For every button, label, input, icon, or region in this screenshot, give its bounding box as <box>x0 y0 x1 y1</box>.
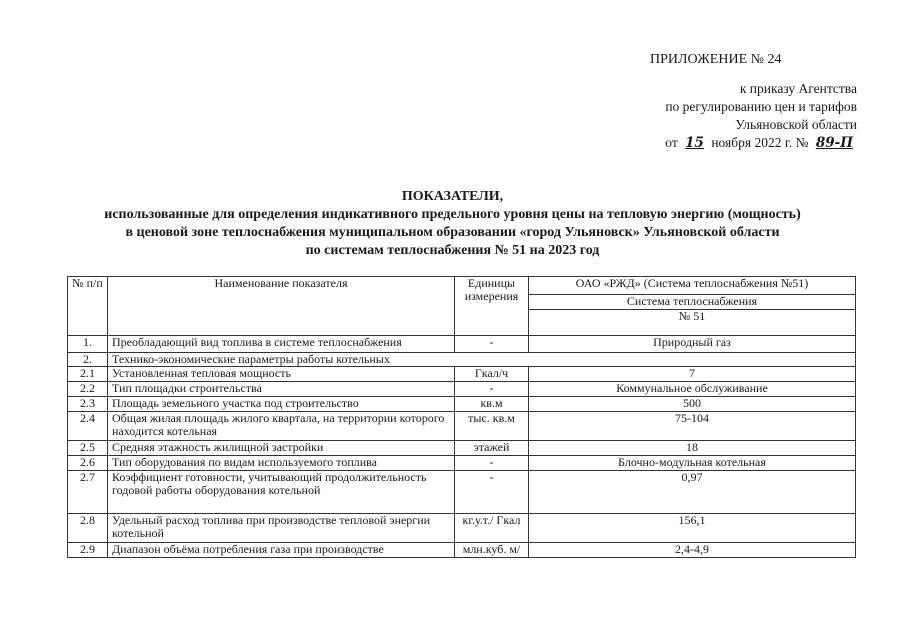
table-row <box>68 382 856 397</box>
title-line-1: ПОКАЗАТЕЛИ, <box>401 189 504 204</box>
row-name: Диапазон объёма потребления газа при производстве <box>108 543 455 558</box>
row-value: 2,4-4,9 <box>529 543 856 558</box>
row-name: Тип площадки строительства <box>108 382 455 397</box>
header-system: Система теплоснабжения <box>529 294 856 309</box>
document-title <box>0 188 905 260</box>
table-row <box>68 353 856 367</box>
row-value: 500 <box>529 397 856 412</box>
order-date-mid: ноября 2022 г. № <box>711 135 809 150</box>
header-unit: Единицы измерения <box>455 277 529 336</box>
table-row <box>68 471 856 514</box>
table-row <box>68 456 856 471</box>
row-name: Общая жилая площадь жилого квартала, на территории которого находится котельная <box>108 412 455 441</box>
order-day-handwritten: 15 <box>685 135 704 151</box>
row-unit: кв.м <box>455 397 529 412</box>
row-unit: млн.куб. м/ <box>455 543 529 558</box>
row-value: 7 <box>529 367 856 382</box>
order-line-1: к приказу Агентства <box>739 81 857 96</box>
order-reference <box>665 80 857 152</box>
title-line-4: по системам теплоснабжения № 51 на 2023 год <box>305 243 600 258</box>
table-row <box>68 441 856 456</box>
row-name: Площадь земельного участка под строительство <box>108 397 455 412</box>
table-row <box>68 336 856 353</box>
row-value: 0,97 <box>529 471 856 514</box>
row-unit: - <box>455 336 529 353</box>
row-name: Технико-экономические параметры работы котельных <box>108 353 856 367</box>
row-unit: - <box>455 456 529 471</box>
table-row <box>68 397 856 412</box>
row-num: 2. <box>68 353 108 367</box>
order-date-line <box>665 134 857 152</box>
row-name: Преобладающий вид топлива в системе теплоснабжения <box>108 336 455 353</box>
table-row <box>68 367 856 382</box>
row-unit: Гкал/ч <box>455 367 529 382</box>
order-date-prefix: от <box>665 135 678 150</box>
row-num: 2.5 <box>68 441 108 456</box>
order-number-handwritten: 89-П <box>815 135 853 151</box>
row-unit: тыс. кв.м <box>455 412 529 441</box>
order-line-3: Ульяновской области <box>735 117 857 132</box>
row-name: Удельный расход топлива при производстве тепловой энергии котельной <box>108 514 455 543</box>
row-name: Установленная тепловая мощность <box>108 367 455 382</box>
row-unit: кг.у.т./ Гкал <box>455 514 529 543</box>
row-name: Коэффициент готовности, учитывающий продолжительность годовой работы оборудования котельной <box>108 471 455 514</box>
row-num: 1. <box>68 336 108 353</box>
appendix-number: ПРИЛОЖЕНИЕ № 24 <box>650 52 782 67</box>
row-name: Тип оборудования по видам используемого топлива <box>108 456 455 471</box>
indicators-table <box>67 276 856 558</box>
row-num: 2.4 <box>68 412 108 441</box>
table-row <box>68 543 856 558</box>
row-unit: этажей <box>455 441 529 456</box>
header-system-number: № 51 <box>529 309 856 335</box>
row-num: 2.7 <box>68 471 108 514</box>
header-org: ОАО «РЖД» (Система теплоснабжения №51) <box>529 277 856 295</box>
table-row <box>68 514 856 543</box>
row-num: 2.2 <box>68 382 108 397</box>
order-line-2: по регулированию цен и тарифов <box>665 99 857 114</box>
table-header-row <box>68 277 856 295</box>
row-num: 2.9 <box>68 543 108 558</box>
row-value: 75-104 <box>529 412 856 441</box>
row-value: Природный газ <box>529 336 856 353</box>
table-row <box>68 412 856 441</box>
row-value: 156,1 <box>529 514 856 543</box>
row-value: Коммунальное обслуживание <box>529 382 856 397</box>
row-num: 2.8 <box>68 514 108 543</box>
row-value: Блочно-модульная котельная <box>529 456 856 471</box>
row-unit: - <box>455 382 529 397</box>
row-num: 2.6 <box>68 456 108 471</box>
row-num: 2.1 <box>68 367 108 382</box>
row-unit: - <box>455 471 529 514</box>
title-line-3: в ценовой зоне теплоснабжения муниципальном образовании «город Ульяновск» Ульяновской области <box>125 225 780 240</box>
title-line-2: использованные для определения индикативного предельного уровня цены на тепловую энергию (мощность) <box>104 207 801 222</box>
row-value: 18 <box>529 441 856 456</box>
row-num: 2.3 <box>68 397 108 412</box>
header-name: Наименование показателя <box>108 277 455 336</box>
row-name: Средняя этажность жилищной застройки <box>108 441 455 456</box>
header-num: № п/п <box>68 277 108 336</box>
